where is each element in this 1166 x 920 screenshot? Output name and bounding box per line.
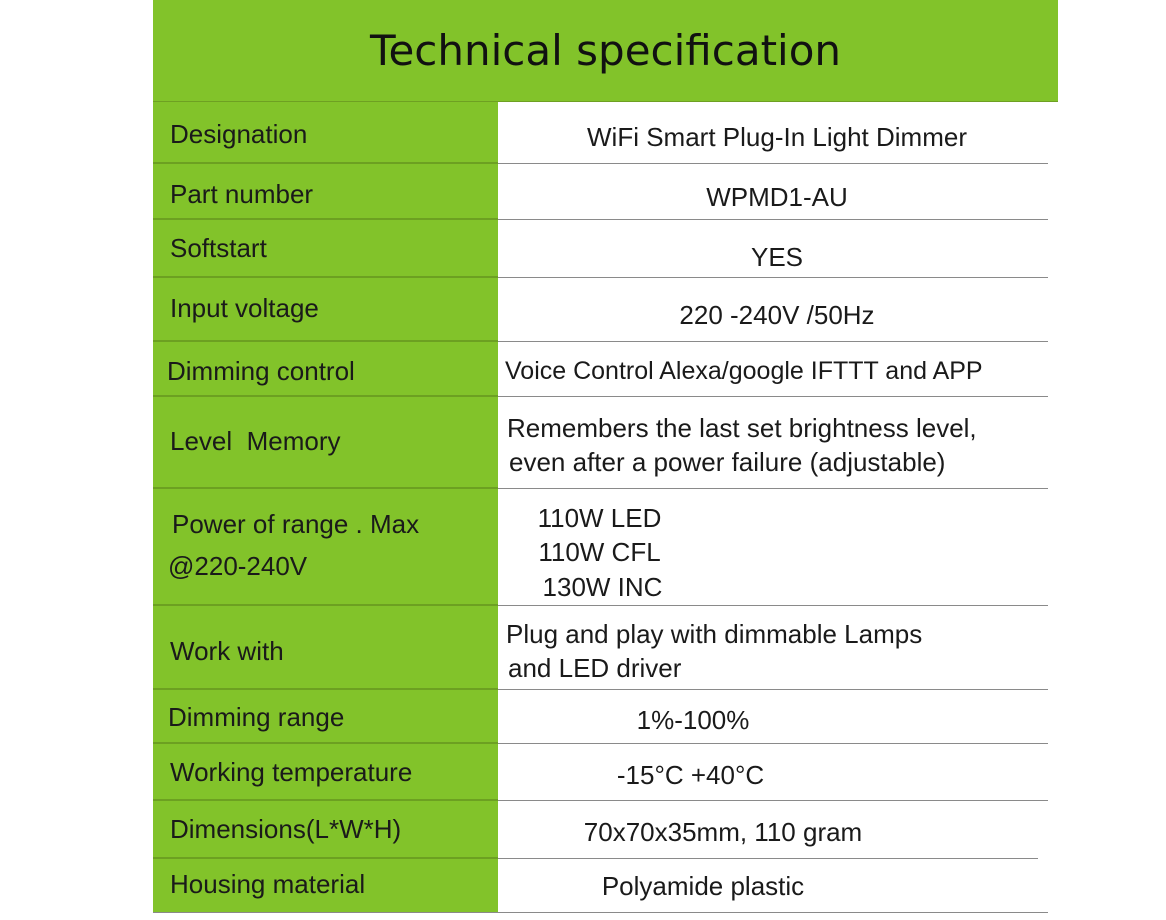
spec-label: Dimensions(L*W*H): [170, 814, 402, 844]
spec-row-dimming-range: [153, 690, 1048, 744]
spec-value: [506, 617, 1048, 686]
spec-value: 1%-100%: [636, 705, 750, 735]
spec-row-work-with: [153, 606, 1048, 690]
spec-value-line: and LED driver: [508, 653, 682, 684]
spec-label: Housing material: [170, 869, 366, 899]
spec-label: Dimming control: [167, 356, 355, 386]
spec-value: 70x70x35mm, 110 gram: [583, 817, 863, 847]
spec-row-housing-material: [153, 859, 1048, 912]
spec-label: Level Memory: [170, 426, 341, 456]
spec-label-line: Power of range . Max: [172, 509, 420, 539]
spec-value-line: 110W CFL: [538, 537, 661, 568]
spec-label: Dimming range: [168, 702, 345, 732]
spec-value-line: 130W INC: [542, 571, 663, 602]
spec-value-line: Plug and play with dimmable Lamps: [506, 619, 923, 649]
spec-label: Working temperature: [170, 757, 413, 787]
page-title: Technical specification: [369, 26, 842, 75]
spec-value: Polyamide plastic: [601, 871, 805, 901]
spec-value-line: 110W LED: [537, 503, 662, 533]
spec-value-line: even after a power failure (adjustable): [509, 447, 946, 478]
spec-value-line: Remembers the last set brightness level,: [507, 413, 977, 443]
spec-label: [170, 503, 493, 587]
spec-label: Part number: [170, 179, 314, 209]
spec-value: YES: [750, 242, 804, 272]
spec-value: -15°C +40°C: [616, 760, 765, 790]
spec-row-input-voltage: [153, 278, 1048, 342]
spec-row-part-number: [153, 164, 1048, 220]
spec-row-working-temperature: [153, 744, 1048, 801]
spec-label: Designation: [170, 119, 308, 149]
spec-label-line: @220-240V: [168, 551, 308, 582]
spec-row-dimensions: [153, 801, 1048, 859]
spec-row-softstart: [153, 220, 1048, 278]
spec-value: 220 -240V /50Hz: [679, 300, 875, 330]
spec-value: WPMD1-AU: [706, 182, 848, 212]
spec-label: Work with: [170, 636, 284, 666]
table-bottom-rule: [153, 912, 1048, 913]
spec-label: Softstart: [170, 233, 267, 263]
spec-label: Input voltage: [170, 293, 319, 323]
spec-row-power-range: [153, 489, 1048, 606]
spec-row-designation: [153, 102, 1048, 164]
spec-row-dimming-control: [153, 342, 1048, 397]
spec-value: [451, 501, 748, 604]
spec-value: Voice Control Alexa/google IFTTT and APP: [505, 357, 983, 385]
spec-row-level-memory: [153, 397, 1048, 489]
spec-value: WiFi Smart Plug-In Light Dimmer: [587, 122, 967, 152]
spec-value: [507, 411, 1048, 480]
header-bar: [153, 0, 1058, 102]
